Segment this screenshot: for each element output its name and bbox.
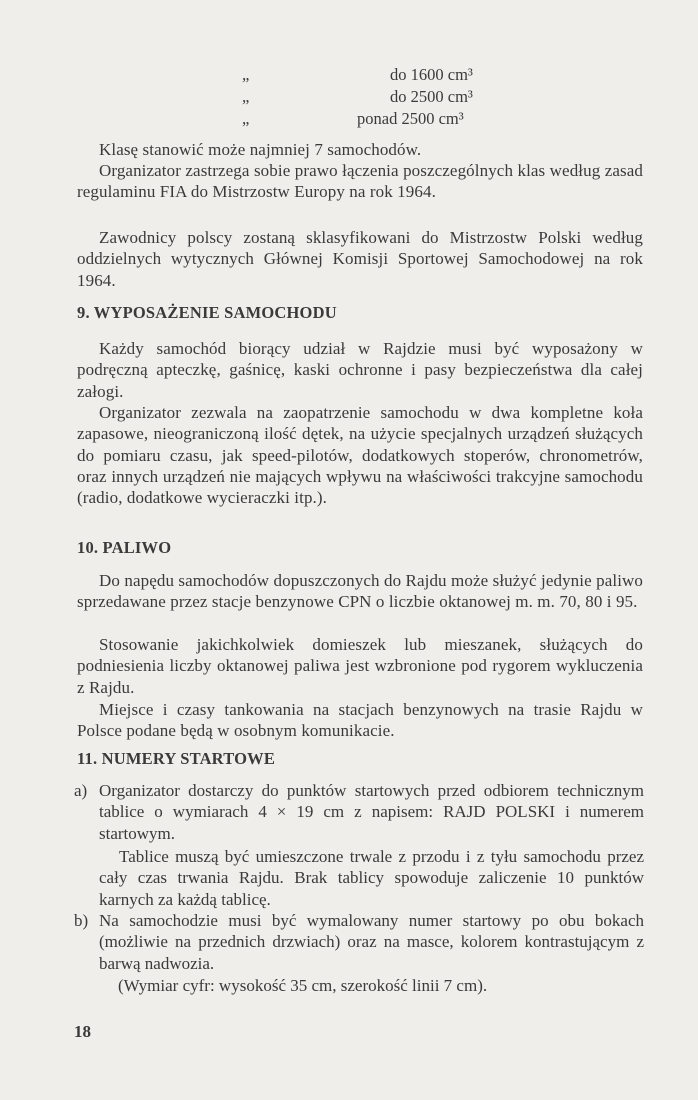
section-paragraph: Organizator zezwala na zaopatrzenie samochodu w dwa kompletne koła zapasowe, nieograniczoną ilość dętek, na użycie specjalnych urządzeń służących do pomiaru czasu, jak speed-pilotów, dodatkowych stoperów, chronometrów, oraz innych urządzeń nie mających wpływu na właściwości trakcyjne samochodu (radio, dodatkowe wycieraczki itp.).	[77, 403, 643, 508]
intro-paragraph: Organizator zastrzega sobie prawo łączenia poszczególnych klas według zasad regulaminu FIA do Mistrzostw Europy na rok 1964.	[77, 161, 643, 202]
capacity-text: do 2500 cm³	[390, 87, 473, 106]
list-item-text: Na samochodzie musi być wymalowany numer startowy po obu bokach (możliwie na przednich drzwiach) oraz na masce, kolorem kontrastującym z barwą nadwozia.	[99, 911, 644, 973]
section-paragraph: Każdy samochód biorący udział w Rajdzie musi być wyposażony w podręczną apteczkę, gaśnicę, kaski ochronne i pasy bezpieczeństwa dla całej załogi.	[77, 339, 643, 401]
list-marker: a)	[74, 781, 88, 800]
section-paragraph: Miejsce i czasy tankowania na stacjach benzynowych na trasie Rajdu w Polsce podane będą w osobnym komunikacie.	[77, 700, 643, 741]
ditto-mark: „	[242, 65, 250, 84]
ditto-mark: „	[242, 109, 250, 128]
section-heading: 11. NUMERY STARTOWE	[77, 749, 276, 768]
list-item-b	[74, 910, 644, 974]
ditto-mark: „	[242, 87, 250, 106]
section-heading: 9. WYPOSAŻENIE SAMOCHODU	[77, 303, 337, 322]
intro-paragraph: Klasę stanowić może najmniej 7 samochodów.	[99, 140, 422, 159]
list-item-text: Organizator dostarczy do punktów startowych przed odbiorem technicznym tablice o wymiarach 4 × 19 cm z napisem: RAJD POLSKI i numerem startowym.	[99, 781, 644, 843]
dimension-note: (Wymiar cyfr: wysokość 35 cm, szerokość linii 7 cm).	[118, 976, 488, 995]
page-number: 18	[74, 1022, 91, 1041]
section-paragraph: Do napędu samochodów dopuszczonych do Rajdu może służyć jedynie paliwo sprzedawane przez stacje benzynowe CPN o liczbie oktanowej m. m. 70, 80 i 95.	[77, 571, 643, 612]
list-item-a	[74, 780, 644, 844]
capacity-text: ponad 2500 cm³	[357, 109, 464, 128]
section-paragraph: Stosowanie jakichkolwiek domieszek lub mieszanek, służących do podniesienia liczby oktanowej paliwa jest wzbronione pod rygorem wykluczenia z Rajdu.	[77, 635, 643, 697]
intro-paragraph: Zawodnicy polscy zostaną sklasyfikowani do Mistrzostw Polski według oddzielnych wytycznych Głównej Komisji Sportowej Samochodowej na rok 1964.	[77, 228, 643, 290]
list-marker: b)	[74, 911, 89, 930]
capacity-text: do 1600 cm³	[390, 65, 473, 84]
section-heading: 10. PALIWO	[77, 538, 172, 557]
list-item-continuation: Tablice muszą być umieszczone trwale z przodu i z tyłu samochodu przez cały czas trwania Rajdu. Brak tablicy spowoduje zaliczenie 10 punktów karnych za każdą tablicę.	[99, 847, 644, 909]
